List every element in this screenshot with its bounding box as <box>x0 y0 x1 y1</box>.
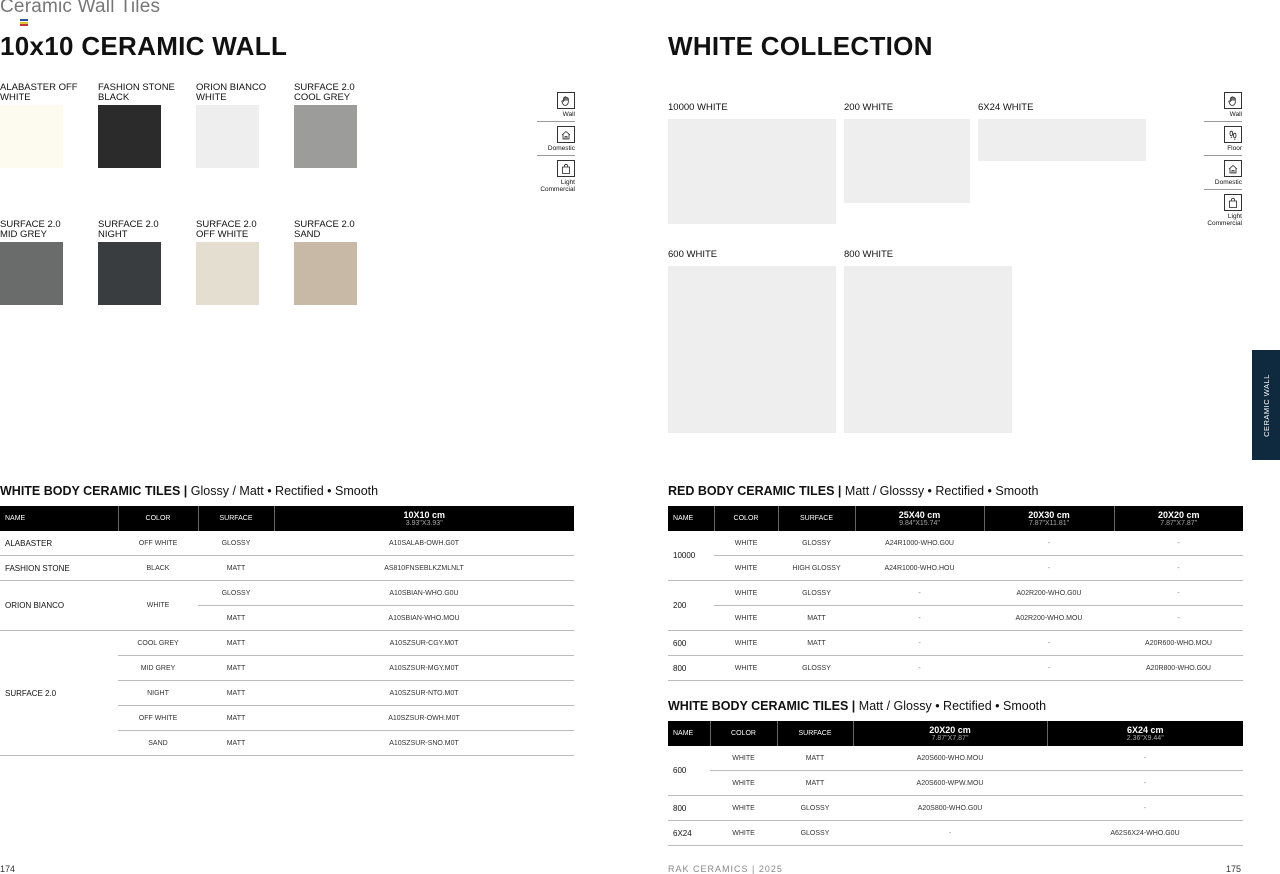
usage-label: Domestic <box>547 145 575 152</box>
table-row <box>668 746 1243 771</box>
cell-surface: GLOSSY <box>778 531 855 556</box>
size-in: 3.93"X3.93" <box>405 519 443 527</box>
swatch-name: FASHION STONE BLACK <box>98 82 175 103</box>
page-title-right: WHITE COLLECTION <box>668 31 933 61</box>
col-header-color: COLOR <box>714 506 778 531</box>
cell-c1: - <box>855 631 984 656</box>
cell-color: WHITE <box>714 581 778 606</box>
table-row <box>668 656 1243 681</box>
cell-c2: - <box>984 656 1114 681</box>
table-row <box>668 631 1243 656</box>
tile-label: 600 WHITE <box>668 249 718 260</box>
usage-icons-right <box>1204 92 1242 234</box>
swatch-item[interactable] <box>98 83 178 168</box>
section-label: Ceramic Wall Tiles <box>0 0 161 17</box>
side-tab-label: CERAMIC WALL <box>1261 373 1271 437</box>
cell-name: ALABASTER <box>0 531 118 556</box>
cell-surface: MATT <box>198 706 274 731</box>
bag-icon <box>557 160 575 177</box>
table-row <box>668 531 1243 556</box>
cell-code: A10SBIAN-WHO.G0U <box>274 581 574 606</box>
swatch-name: SURFACE 2.0 SAND <box>294 219 355 240</box>
tile-image <box>668 119 836 224</box>
tile-table-left <box>0 506 574 756</box>
cell-code: A10SZSUR-NTO.M0T <box>274 681 574 706</box>
page-number-left: 174 <box>0 864 16 874</box>
swatch-item[interactable] <box>0 220 80 305</box>
cell-surface: MATT <box>198 606 274 631</box>
cell-c1: A20S600-WPW.MOU <box>853 771 1047 796</box>
usage-item <box>1204 92 1242 122</box>
swatch-chip <box>196 105 259 168</box>
swatch-name: SURFACE 2.0 MID GREY <box>0 219 61 240</box>
cell-name: 200 <box>668 581 714 631</box>
tile-label: 800 WHITE <box>844 249 894 260</box>
footer-brand: RAK CERAMICS | 2025 <box>668 864 783 874</box>
swatch-name: SURFACE 2.0 NIGHT <box>98 219 159 240</box>
table-title-sub: Glossy / Matt • Rectified • Smooth <box>190 484 379 498</box>
cell-c1: - <box>853 821 1047 846</box>
cell-color: BLACK <box>118 556 198 581</box>
cell-code: A10SZSUR-OWH.M0T <box>274 706 574 731</box>
bag-icon <box>1224 194 1242 211</box>
usage-item <box>537 92 575 122</box>
size-in: 7.87"X7.87" <box>931 734 969 742</box>
usage-label: Light Commercial <box>1207 213 1242 227</box>
col-header-size-1 <box>853 721 1047 746</box>
cell-color: WHITE <box>710 796 777 821</box>
swatch-chip <box>98 242 161 305</box>
cell-name: ORION BIANCO <box>0 581 118 631</box>
col-header-size-2 <box>1047 721 1243 746</box>
table-row <box>668 821 1243 846</box>
cell-code: A10SZSUR-MGY.M0T <box>274 656 574 681</box>
table-row <box>668 606 1243 631</box>
cell-c1: - <box>855 656 984 681</box>
cell-c3: A20R600-WHO.MOU <box>1114 631 1243 656</box>
cell-surface: GLOSSY <box>198 531 274 556</box>
tile-label: 6X24 WHITE <box>978 102 1034 113</box>
side-tab[interactable] <box>1252 350 1280 460</box>
cell-name: 800 <box>668 656 714 681</box>
col-header-name: NAME <box>668 721 710 746</box>
cell-name: 600 <box>668 746 710 796</box>
cell-code: A10SALAB-OWH.G0T <box>274 531 574 556</box>
cell-c1: - <box>855 606 984 631</box>
swatch-item[interactable] <box>294 220 374 305</box>
page-number-right: 175 <box>1226 864 1242 874</box>
swatch-item[interactable] <box>98 220 178 305</box>
cell-color: WHITE <box>714 656 778 681</box>
tile-image <box>668 266 836 433</box>
table-row <box>0 531 574 556</box>
tile-label: 10000 WHITE <box>668 102 728 113</box>
cell-c1: A20S800-WHO.G0U <box>853 796 1047 821</box>
tile-image <box>978 119 1146 161</box>
cell-c3: - <box>1114 581 1243 606</box>
size-cm: 6X24 cm <box>1126 724 1164 735</box>
swatch-name: ALABASTER OFF WHITE <box>0 82 78 103</box>
cell-surface: MATT <box>777 746 853 771</box>
cell-c1: A24R1000-WHO.HOU <box>855 556 984 581</box>
swatch-chip <box>98 105 161 168</box>
cell-name: SURFACE 2.0 <box>0 631 118 756</box>
swatch-chip <box>196 242 259 305</box>
swatch-item[interactable] <box>196 220 276 305</box>
table1-title <box>668 484 1038 498</box>
usage-icons-left <box>537 92 575 200</box>
footprint-icon <box>1224 126 1242 143</box>
cell-surface: HIGH GLOSSY <box>778 556 855 581</box>
cell-color: WHITE <box>714 606 778 631</box>
cell-c3: - <box>1114 606 1243 631</box>
col-header-size-3 <box>1114 506 1243 531</box>
cell-c2: A02R200-WHO.MOU <box>984 606 1114 631</box>
table-row <box>0 556 574 581</box>
cell-surface: GLOSSY <box>777 821 853 846</box>
usage-label: Floor <box>1227 145 1242 152</box>
cell-color: WHITE <box>710 746 777 771</box>
size-cm: 25X40 cm <box>898 509 941 520</box>
cell-c1: - <box>855 581 984 606</box>
size-in: 7.87"X7.87" <box>1160 519 1198 527</box>
cell-surface: MATT <box>198 681 274 706</box>
cell-name: 800 <box>668 796 710 821</box>
cell-surface: MATT <box>198 631 274 656</box>
table-row <box>0 581 574 606</box>
cell-color: WHITE <box>710 771 777 796</box>
table-title-bold: WHITE BODY CERAMIC TILES | <box>0 484 188 498</box>
cell-surface: MATT <box>777 771 853 796</box>
size-cm: 20X30 cm <box>1028 509 1070 520</box>
page-title-left: 10x10 CERAMIC WALL <box>0 31 288 61</box>
cell-color: WHITE <box>710 821 777 846</box>
table1-title-bold: RED BODY CERAMIC TILES | <box>668 484 842 498</box>
table2-title <box>668 699 1046 713</box>
usage-label: Light Commercial <box>540 179 575 193</box>
usage-label: Wall <box>562 111 575 118</box>
size-in: 2.36"X9.44" <box>1126 734 1164 742</box>
col-header-color: COLOR <box>118 506 198 531</box>
table-title-left <box>0 484 378 498</box>
cell-surface: MATT <box>198 731 274 756</box>
usage-label: Wall <box>1229 111 1242 118</box>
usage-item <box>1204 126 1242 156</box>
swatch-chip <box>294 242 357 305</box>
cell-c2: - <box>984 556 1114 581</box>
usage-item <box>1204 194 1242 230</box>
cell-surface: GLOSSY <box>777 796 853 821</box>
size-cm: 20X20 cm <box>929 724 971 735</box>
table-row <box>668 556 1243 581</box>
tile-label: 200 WHITE <box>844 102 894 113</box>
cell-name: FASHION STONE <box>0 556 118 581</box>
cell-color: MID GREY <box>118 656 198 681</box>
cell-surface: GLOSSY <box>778 656 855 681</box>
cell-code: A10SZSUR-CGY.M0T <box>274 631 574 656</box>
cell-c3: - <box>1114 556 1243 581</box>
cell-name: 600 <box>668 631 714 656</box>
table-row <box>668 771 1243 796</box>
col-header-surface: SURFACE <box>777 721 853 746</box>
cell-color: WHITE <box>714 631 778 656</box>
cell-c1: A24R1000-WHO.G0U <box>855 531 984 556</box>
table2-title-bold: WHITE BODY CERAMIC TILES | <box>668 699 856 713</box>
table-row <box>668 581 1243 606</box>
col-header-size <box>274 506 574 531</box>
swatch-chip <box>0 242 63 305</box>
col-header-surface: SURFACE <box>778 506 855 531</box>
flag-icon <box>20 19 28 26</box>
house-icon <box>557 126 575 143</box>
cell-color: WHITE <box>714 531 778 556</box>
table1-title-sub: Matt / Glosssy • Rectified • Smooth <box>844 484 1039 498</box>
tile-image <box>844 266 1012 433</box>
size-cm: 20X20 cm <box>1157 509 1200 520</box>
size-in: 9.84"X15.74" <box>899 519 940 527</box>
swatch-name: ORION BIANCO WHITE <box>196 82 267 103</box>
cell-code: A10SZSUR-SNO.M0T <box>274 731 574 756</box>
cell-name: 6X24 <box>668 821 710 846</box>
cell-c1: A20S600-WHO.MOU <box>853 746 1047 771</box>
cell-color: WHITE <box>714 556 778 581</box>
col-header-size-1 <box>855 506 984 531</box>
cell-surface: GLOSSY <box>778 581 855 606</box>
cell-c3: - <box>1114 531 1243 556</box>
swatch-name: SURFACE 2.0 COOL GREY <box>294 82 355 103</box>
swatch-chip <box>294 105 357 168</box>
swatch-item[interactable] <box>0 83 80 168</box>
swatch-chip <box>0 105 63 168</box>
house-icon <box>1224 160 1242 177</box>
cell-color: NIGHT <box>118 681 198 706</box>
cell-color: SAND <box>118 731 198 756</box>
cell-c2: A02R200-WHO.G0U <box>984 581 1114 606</box>
tile-table-red-body <box>668 506 1243 681</box>
cell-code: A10SBIAN-WHO.MOU <box>274 606 574 631</box>
col-header-name: NAME <box>668 506 714 531</box>
table-row <box>0 631 574 656</box>
cell-c2: - <box>984 631 1114 656</box>
size-in: 7.87"X11.81" <box>1028 519 1070 527</box>
col-header-size-2 <box>984 506 1114 531</box>
cell-color: OFF WHITE <box>118 531 198 556</box>
table-row <box>668 796 1243 821</box>
cell-surface: MATT <box>778 606 855 631</box>
swatch-item[interactable] <box>196 83 276 168</box>
cell-c2: - <box>1047 771 1243 796</box>
size-cm: 10X10 cm <box>403 509 446 520</box>
hand-icon <box>1224 92 1242 109</box>
usage-item <box>537 126 575 156</box>
cell-c3: A20R800-WHO.G0U <box>1114 656 1243 681</box>
cell-code: AS810FNSEBLKZMLNLT <box>274 556 574 581</box>
col-header-name: NAME <box>0 506 118 531</box>
usage-item <box>1204 160 1242 190</box>
col-header-color: COLOR <box>710 721 777 746</box>
tile-image <box>844 119 970 203</box>
cell-surface: MATT <box>198 556 274 581</box>
cell-surface: MATT <box>778 631 855 656</box>
cell-c2: - <box>1047 746 1243 771</box>
swatch-item[interactable] <box>294 83 374 168</box>
usage-item <box>537 160 575 196</box>
table2-title-sub: Matt / Glossy • Rectified • Smooth <box>858 699 1047 713</box>
cell-color: WHITE <box>118 581 198 631</box>
cell-surface: MATT <box>198 656 274 681</box>
cell-surface: GLOSSY <box>198 581 274 606</box>
tile-table-white-body <box>668 721 1243 846</box>
col-header-surface: SURFACE <box>198 506 274 531</box>
cell-name: 10000 <box>668 531 714 581</box>
hand-icon <box>557 92 575 109</box>
cell-color: COOL GREY <box>118 631 198 656</box>
cell-c2: - <box>1047 796 1243 821</box>
swatch-name: SURFACE 2.0 OFF WHITE <box>196 219 257 240</box>
usage-label: Domestic <box>1214 179 1242 186</box>
cell-c2: - <box>984 531 1114 556</box>
cell-color: OFF WHITE <box>118 706 198 731</box>
cell-c2: A62S6X24-WHO.G0U <box>1047 821 1243 846</box>
